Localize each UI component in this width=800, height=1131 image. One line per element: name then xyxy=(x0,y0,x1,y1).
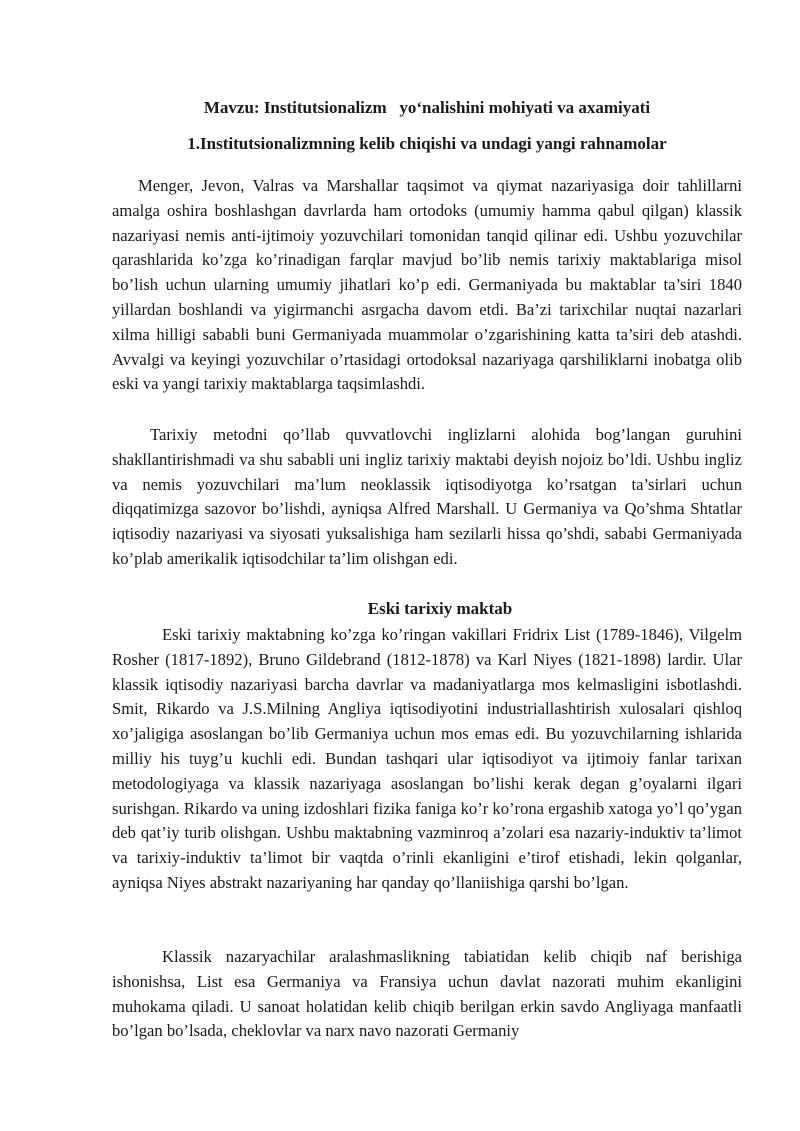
paragraph-4: Klassik nazaryachilar aralashmaslikning tabiatidan kelib chiqib naf berishiga ishonishsa, List esa Germaniya va Fransiya uchun davlat nazorati muhim ekanligini muhokama qiladi. U sanoat holatidan kelib chiqib berilgan erkin savdo Angliyaga manfaatli bo’lgan bo’lsada, cheklovlar va narx navo nazorati Germaniy xyxy=(112,947,742,1041)
paragraph-2: Tarixiy metodni qo’llab quvvatlovchi inglizlarni alohida bog’langan guruhini shakllantirishmadi va shu sababli uni ingliz tarixiy maktabi deyish nojoiz bo’ldi. Ushbu ingliz va nemis yozuvchilari ma’lum neoklassik iqtisodiyotga ko’rsatgan ta’sirlari uchun diqqatimizga sazovor bo’lishdi, ayniqsa Alfred Marshall. U Germaniya va Qo’shma Shtatlar iqtisodiy nazariyasi va siyosati yuksalishiga ham sezilarli hissa qo’shdi, sababi Germaniyada ko’plab amerikalik iqtisodchilar ta’lim olishgan edi. xyxy=(112,425,742,568)
paragraph-3: Eski tarixiy maktabning ko’zga ko’ringan vakillari Fridrix List (1789-1846), Vilgelm Rosher (1817-1892), Bruno Gildebrand (1812-1878) va Karl Niyes (1821-1898) lardir. Ular klassik iqtisodiy nazariyasi barcha davrlar va madaniyatlarga mos kelmasligini isbotlashdi. Smit, Rikardo va J.S.Milning Angliya iqtisodiyotini industriallashtirish xulosalari qishloq xo’jaligiga asoslangan bo’lib Germaniya uchun mos emas edi. Bu yozuvchilarning ishlarida milliy his tuyg’u kuchli edi. Bundan tashqari ular iqtisodiyot va ijtimoiy fanlar tarixan metodologiyaga va klassik nazariyaga asoslangan bo’lishi kerak degan g’oyalarni ilgari surishgan. Rikardo va uning izdoshlari fizika faniga ko’r ko’rona ergashib xatoga yo’l qo’ygan deb qat’iy turib olishgan. Ushbu maktabning vazminroq a’zolari esa nazariy-induktiv ta’limot va tarixiy-induktiv ta’limot bir vaqtda o’rinli ekanligini e’tirof etishadi, lekin qolganlar, ayniqsa Niyes abstrakt nazariyaning har qanday qo’llaniishiga qarshi bo’lgan. xyxy=(112,625,742,892)
document-title: Mavzu: Institutsionalizm yo‘nalishini mohiyati va axamiyati xyxy=(203,98,651,117)
section-heading-old-historical-school: Eski tarixiy maktab xyxy=(367,599,513,618)
section-title-1: 1.Institutsionalizmning kelib chiqishi va undagi yangi rahnamolar xyxy=(187,134,667,153)
paragraph-1: Menger, Jevon, Valras va Marshallar taqsimot va qiymat nazariyasiga doir tahlillarni amalga oshira boshlashgan davrlarda ham ortodoks (umumiy hamma qabul qilgan) klassik nazariyasi nemis anti-ijtimoiy yozuvchilari tomonidan tanqid qilinar edi. Ushbu yozuvchilar qarashlarida ko’zga ko’rinadigan farqlar mavjud bo’lib nemis tarixiy maktablariga misol bo’lish uchun ularning umumiy jihatlari ko’p edi. Germaniyada bu maktablar ta’siri 1840 yillardan boshlandi va yigirmanchi asrgacha davom etdi. Ba’zi tarixchilar nuqtai nazarlari xilma hilligi sababli buni Germaniyada muammolar o’zgarishining katta ta’siri deb atashdi. Avvalgi va keyingi yozuvchilar o’rtasidagi ortodoksal nazariyaga qarshiliklarni inobatga olib eski va yangi tarixiy maktablarga taqsimlashdi. xyxy=(112,176,742,394)
